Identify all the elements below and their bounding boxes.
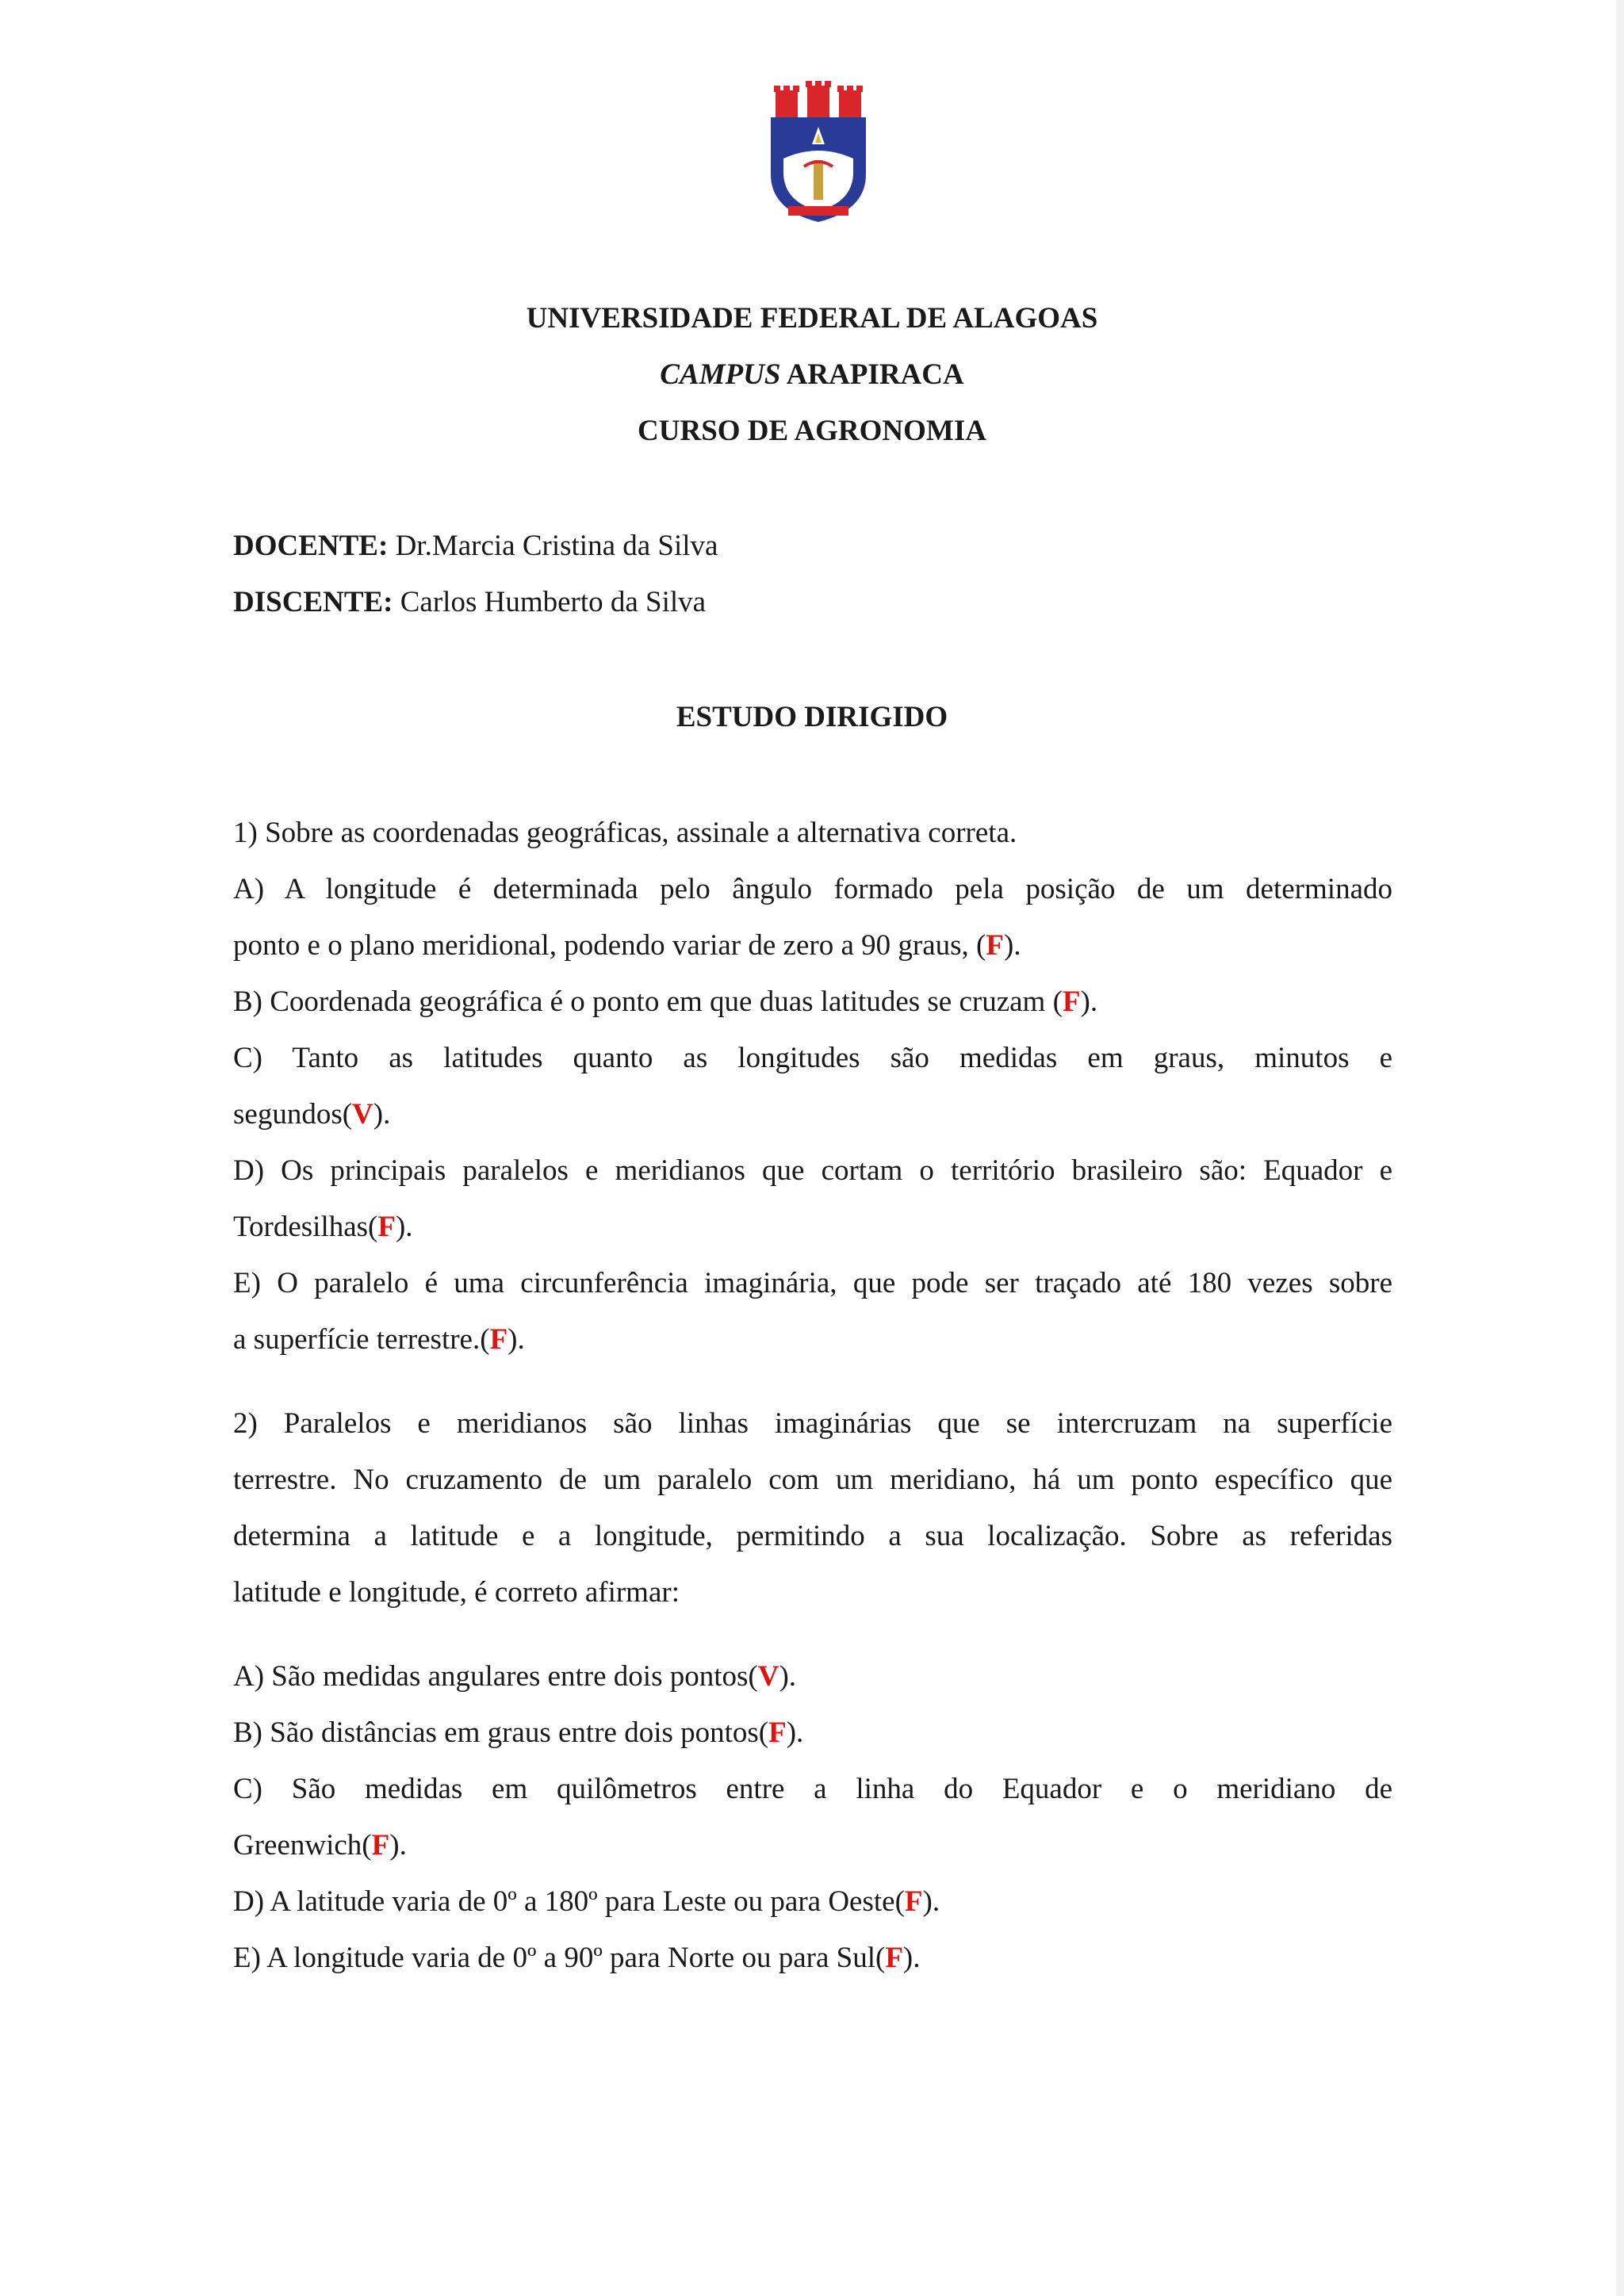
docente-name: Dr.Marcia Cristina da Silva: [395, 530, 718, 562]
institution-title: UNIVERSIDADE FEDERAL DE ALAGOAS: [526, 302, 1098, 335]
q1-option-e-line2: a superfície terrestre.(F).: [233, 1323, 525, 1356]
q2-question-line2: terrestre. No cruzamento de um paralelo com um meridiano, há um ponto específico que: [233, 1464, 1392, 1496]
answer-mark: V: [757, 1660, 779, 1693]
q2-option-c-line2: Greenwich(F).: [233, 1829, 407, 1862]
campus-title: [0, 358, 1624, 392]
answer-mark: F: [371, 1829, 390, 1862]
q2-question-line3: determina a latitude e a longitude, permitindo a sua localização. Sobre as referidas: [233, 1520, 1392, 1552]
q1-option-e-line1: E) O paralelo é uma circunferência imaginária, que pode ser traçado até 180 vezes sobre: [233, 1267, 1392, 1299]
discente-label: DISCENTE:: [233, 586, 393, 618]
q2-option-e: E) A longitude varia de 0º a 90º para Norte ou para Sul(F).: [233, 1942, 921, 1974]
q2-option-a: A) São medidas angulares entre dois pontos(V).: [233, 1660, 797, 1693]
document-title: ESTUDO DIRIGIDO: [676, 701, 948, 733]
q1-option-d-line2: Tordesilhas(F).: [233, 1211, 413, 1243]
course-title: CURSO DE AGRONOMIA: [638, 415, 986, 447]
q1-option-d-line1: D) Os principais paralelos e meridianos que cortam o território brasileiro são: Equador e: [233, 1154, 1392, 1187]
answer-mark: F: [768, 1716, 787, 1749]
answer-mark: F: [377, 1211, 396, 1243]
q2-question-line1: 2) Paralelos e meridianos são linhas imaginárias que se intercruzam na superfície: [233, 1407, 1392, 1440]
discente-name: Carlos Humberto da Silva: [400, 586, 707, 618]
q1-option-b: B) Coordenada geográfica é o ponto em que duas latitudes se cruzam (F).: [233, 985, 1098, 1018]
q1-option-c-line1: C) Tanto as latitudes quanto as longitudes são medidas em graus, minutos e: [233, 1042, 1392, 1074]
campus-name: ARAPIRACA: [786, 358, 964, 391]
q1-option-c-line2: segundos(V).: [233, 1098, 391, 1131]
q2-option-b: B) São distâncias em graus entre dois pontos(F).: [233, 1716, 804, 1749]
q1-option-a-line1: A) A longitude é determinada pelo ângulo formado pela posição de um determinado: [233, 873, 1392, 905]
answer-mark: F: [986, 929, 1004, 962]
q2-option-c-line1: C) São medidas em quilômetros entre a linha do Equador e o meridiano de: [233, 1773, 1392, 1805]
q1-option-a-line2: ponto e o plano meridional, podendo variar de zero a 90 graus, (F).: [233, 929, 1021, 962]
answer-mark: F: [904, 1885, 923, 1918]
discente-line: [233, 585, 1392, 620]
answer-mark: V: [352, 1098, 373, 1131]
answer-mark: F: [1062, 985, 1081, 1018]
answer-mark: F: [489, 1323, 508, 1356]
page-edge: [1616, 0, 1624, 2296]
q1-question: 1) Sobre as coordenadas geográficas, assinale a alternativa correta.: [233, 817, 1017, 849]
university-crest-logo: [756, 71, 880, 235]
docente-label: DOCENTE:: [233, 530, 389, 562]
docente-line: [233, 529, 1392, 564]
q2-option-d: D) A latitude varia de 0º a 180º para Leste ou para Oeste(F).: [233, 1885, 940, 1918]
answer-mark: F: [885, 1942, 903, 1974]
campus-label: CAMPUS: [660, 358, 781, 391]
q2-question-line4: latitude e longitude, é correto afirmar:: [233, 1576, 680, 1609]
